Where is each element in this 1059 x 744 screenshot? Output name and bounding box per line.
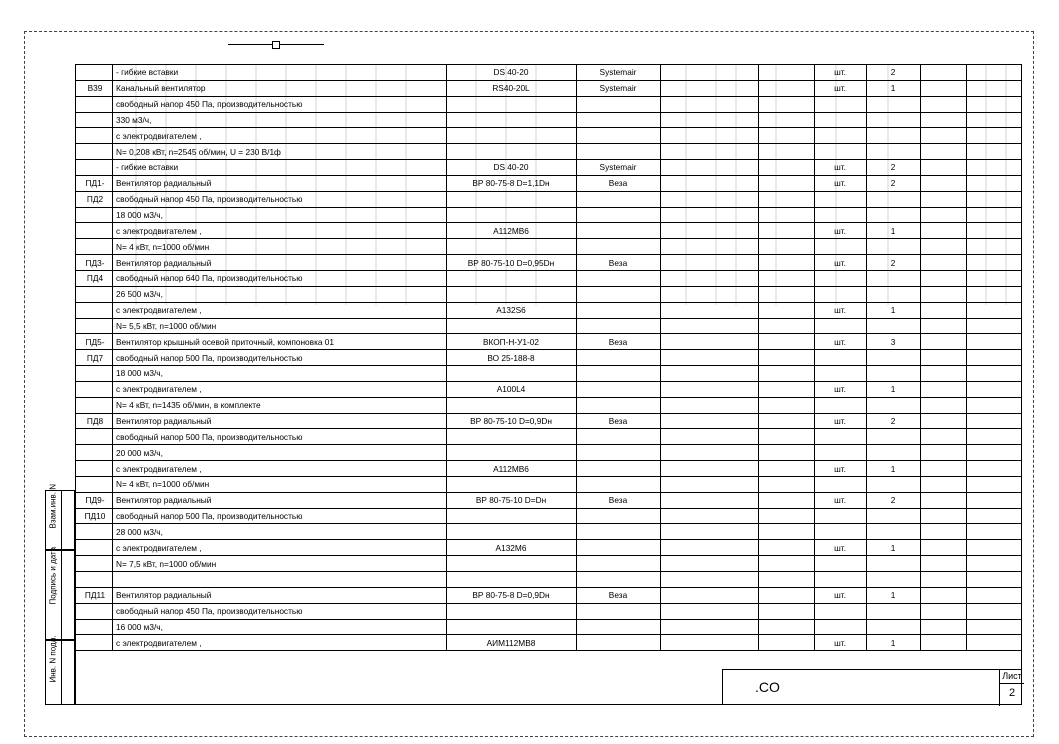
cell-qty — [866, 620, 920, 635]
table-row — [76, 113, 1021, 129]
cell-code — [446, 556, 576, 571]
cell-pos — [78, 572, 112, 587]
cell-name: с электродвигателем , — [116, 463, 202, 474]
table-row — [76, 572, 1021, 588]
cell-code — [446, 445, 576, 460]
cell-name: с электродвигателем , — [116, 542, 202, 553]
table-row — [76, 540, 1021, 556]
cell-unit — [814, 192, 866, 207]
cell-unit: шт. — [834, 83, 846, 94]
cell-name: свободный напор 450 Па, производительностью — [116, 194, 303, 205]
cell-mfr — [576, 239, 660, 254]
cell-qty — [866, 524, 920, 539]
cell-qty — [866, 509, 920, 524]
cell-unit — [814, 239, 866, 254]
cell-unit — [814, 445, 866, 460]
table-row — [76, 588, 1021, 604]
table-row — [76, 350, 1021, 366]
cell-qty — [866, 604, 920, 619]
cell-mfr — [576, 128, 660, 143]
cell-unit — [814, 128, 866, 143]
cell-pos — [78, 303, 112, 318]
cell-pos — [78, 287, 112, 302]
cell-mfr — [576, 398, 660, 413]
cell-pos — [78, 366, 112, 381]
cell-name: с электродвигателем , — [116, 225, 202, 236]
cell-mfr — [576, 540, 660, 555]
cell-mfr — [576, 350, 660, 365]
cell-name: 20 000 м3/ч, — [116, 447, 163, 458]
table-row — [76, 208, 1021, 224]
cell-name: 18 000 м3/ч, — [116, 368, 163, 379]
sheet-label: Лист — [1000, 671, 1024, 684]
cell-qty: 3 — [890, 336, 896, 347]
sheet-number: 2 — [1008, 687, 1016, 699]
cell-code: А132М6 — [495, 542, 527, 553]
cell-name: Вентилятор крышный осевой приточный, компоновка 01 — [116, 336, 335, 347]
cell-qty: 2 — [890, 67, 896, 78]
cell-qty — [866, 192, 920, 207]
side-block-inv — [45, 635, 75, 705]
table-row — [76, 287, 1021, 303]
cell-unit — [814, 287, 866, 302]
table-row — [76, 192, 1021, 208]
cell-mfr — [576, 429, 660, 444]
cell-pos: В39 — [87, 83, 103, 94]
cell-qty — [866, 271, 920, 286]
cell-qty — [866, 350, 920, 365]
cell-mfr: Веза — [608, 178, 628, 189]
cell-code: ВО 25-188-8 — [487, 352, 535, 363]
cell-pos — [78, 160, 112, 175]
cell-pos: ПД5- — [85, 336, 105, 347]
cell-qty: 1 — [890, 637, 896, 648]
sheet-cell — [999, 670, 1024, 706]
cell-pos — [78, 319, 112, 334]
cell-mfr — [576, 524, 660, 539]
cell-qty — [866, 144, 920, 159]
cell-pos — [78, 461, 112, 476]
top-mark-box — [272, 41, 280, 49]
cell-pos: ПД8 — [86, 415, 104, 426]
cell-pos — [78, 524, 112, 539]
side-block-divider — [61, 551, 62, 639]
table-row — [76, 493, 1021, 509]
cell-code: А112МВ6 — [493, 225, 529, 236]
cell-unit: шт. — [834, 590, 846, 601]
cell-pos — [78, 429, 112, 444]
cell-mfr: Веза — [608, 415, 628, 426]
cell-pos — [78, 239, 112, 254]
cell-pos — [78, 620, 112, 635]
cell-code — [446, 509, 576, 524]
side-label-vzam: Взам.инв. N — [48, 483, 58, 529]
cell-qty — [866, 208, 920, 223]
cell-qty: 1 — [890, 83, 896, 94]
cell-code — [446, 239, 576, 254]
cell-unit — [814, 366, 866, 381]
cell-pos — [78, 113, 112, 128]
cell-qty — [866, 445, 920, 460]
cell-mfr — [576, 113, 660, 128]
cell-mfr: Systemair — [599, 67, 637, 78]
cell-code — [446, 192, 576, 207]
table-row — [76, 128, 1021, 144]
cell-pos — [78, 382, 112, 397]
cell-name: с электродвигателем , — [116, 384, 202, 395]
table-row — [76, 556, 1021, 572]
table-row — [76, 65, 1021, 81]
cell-name: Вентилятор радиальный — [116, 415, 212, 426]
cell-pos — [78, 540, 112, 555]
cell-pos — [78, 128, 112, 143]
cell-unit: шт. — [834, 178, 846, 189]
specification-table — [76, 65, 1021, 651]
cell-name: свободный напор 450 Па, производительностью — [116, 606, 303, 617]
table-row — [76, 429, 1021, 445]
cell-name: 28 000 м3/ч, — [116, 526, 163, 537]
cell-pos: ПД3- — [85, 257, 105, 268]
cell-name: N= 5,5 кВт, n=1000 об/мин — [116, 320, 217, 331]
cell-mfr — [576, 620, 660, 635]
cell-name: с электродвигателем , — [116, 305, 202, 316]
table-row — [76, 160, 1021, 176]
cell-code: DS 40-20 — [493, 162, 529, 173]
cell-name: - гибкие вставки — [116, 67, 179, 78]
cell-name: N= 7,5 кВт, n=1000 об/мин — [116, 558, 217, 569]
cell-qty — [866, 477, 920, 492]
cell-name: N= 4 кВт, n=1000 об/мин — [116, 241, 210, 252]
cell-name: Вентилятор радиальный — [116, 590, 212, 601]
cell-code: RS40-20L — [492, 83, 530, 94]
cell-qty — [866, 572, 920, 587]
cell-unit: шт. — [834, 225, 846, 236]
table-row — [76, 319, 1021, 335]
cell-name: Вентилятор радиальный — [116, 178, 212, 189]
cell-qty — [866, 97, 920, 112]
cell-code — [446, 604, 576, 619]
table-row — [76, 334, 1021, 350]
cell-code: ВКОП-Н-У1-02 — [482, 336, 540, 347]
table-row — [76, 239, 1021, 255]
cell-mfr — [576, 208, 660, 223]
cell-mfr — [576, 97, 660, 112]
cell-mfr: Веза — [608, 495, 628, 506]
side-block-podpis — [45, 546, 75, 640]
side-block-divider — [61, 491, 62, 549]
cell-code: АИМ112МВ8 — [486, 637, 536, 648]
cell-unit — [814, 509, 866, 524]
cell-unit — [814, 319, 866, 334]
cell-unit — [814, 604, 866, 619]
cell-unit: шт. — [834, 415, 846, 426]
cell-mfr: Systemair — [599, 83, 637, 94]
cell-pos — [78, 398, 112, 413]
cell-code — [446, 429, 576, 444]
cell-code — [446, 144, 576, 159]
table-row — [76, 303, 1021, 319]
cell-unit: шт. — [834, 384, 846, 395]
cell-code: А100L4 — [496, 384, 526, 395]
cell-pos: ПД1- — [85, 178, 105, 189]
side-block-vzam — [45, 483, 75, 550]
cell-unit: шт. — [834, 305, 846, 316]
cell-qty: 2 — [890, 495, 896, 506]
cell-mfr — [576, 461, 660, 476]
cell-unit — [814, 97, 866, 112]
cell-unit — [814, 429, 866, 444]
cell-qty — [866, 556, 920, 571]
cell-unit — [814, 556, 866, 571]
cell-pos — [78, 604, 112, 619]
cell-pos — [78, 97, 112, 112]
cell-code: DS 40-20 — [493, 67, 529, 78]
cell-unit: шт. — [834, 162, 846, 173]
cell-qty — [866, 319, 920, 334]
cell-mfr — [576, 287, 660, 302]
cell-mfr — [576, 635, 660, 650]
table-row — [76, 398, 1021, 414]
cell-pos — [78, 635, 112, 650]
cell-unit — [814, 572, 866, 587]
cell-qty: 1 — [890, 463, 896, 474]
cell-code — [446, 128, 576, 143]
side-block-divider — [61, 641, 62, 704]
cell-qty: 1 — [890, 225, 896, 236]
cell-unit — [814, 398, 866, 413]
cell-name: - гибкие вставки — [116, 162, 179, 173]
cell-qty — [866, 128, 920, 143]
cell-qty: 1 — [890, 542, 896, 553]
cell-qty: 2 — [890, 178, 896, 189]
cell-unit — [814, 208, 866, 223]
cell-code: ВР 80-75-10 D=Dн — [475, 495, 547, 506]
cell-mfr — [576, 223, 660, 238]
cell-name: 26 500 м3/ч, — [116, 289, 163, 300]
cell-qty — [866, 287, 920, 302]
table-row — [76, 255, 1021, 271]
cell-code — [446, 319, 576, 334]
cell-unit — [814, 477, 866, 492]
table-row — [76, 382, 1021, 398]
cell-unit: шт. — [834, 336, 846, 347]
cell-pos: ПД11 — [84, 590, 106, 601]
cell-name: с электродвигателем , — [116, 130, 202, 141]
cell-mfr — [576, 556, 660, 571]
cell-qty: 1 — [890, 590, 896, 601]
cell-pos: ПД2 — [86, 194, 104, 205]
cell-unit: шт. — [834, 637, 846, 648]
cell-qty — [866, 366, 920, 381]
cell-pos: ПД10 — [84, 511, 106, 522]
cell-name: Канальный вентилятор — [116, 83, 206, 94]
cell-unit — [814, 524, 866, 539]
table-row — [76, 81, 1021, 97]
cell-unit: шт. — [834, 257, 846, 268]
table-row — [76, 445, 1021, 461]
cell-mfr — [576, 319, 660, 334]
cell-code — [446, 271, 576, 286]
cell-name: 16 000 м3/ч, — [116, 621, 163, 632]
table-row — [76, 414, 1021, 430]
cell-mfr — [576, 604, 660, 619]
table-row — [76, 271, 1021, 287]
cell-name: свободный напор 640 Па, производительностью — [116, 273, 303, 284]
cell-pos — [78, 65, 112, 80]
cell-unit — [814, 620, 866, 635]
cell-name: 18 000 м3/ч, — [116, 210, 163, 221]
cell-qty: 1 — [890, 305, 896, 316]
cell-code: А112МВ6 — [493, 463, 529, 474]
cell-code: ВР 80-75-10 D=0,95Dн — [467, 257, 555, 268]
cell-pos: ПД4 — [86, 273, 104, 284]
cell-mfr — [576, 382, 660, 397]
table-row — [76, 509, 1021, 525]
cell-code — [446, 572, 576, 587]
table-row — [76, 604, 1021, 620]
cell-mfr — [576, 144, 660, 159]
cell-code: А132S6 — [496, 305, 526, 316]
cell-pos — [78, 223, 112, 238]
cell-pos — [78, 445, 112, 460]
cell-name: с электродвигателем , — [116, 637, 202, 648]
cell-name: 330 м3/ч, — [116, 114, 152, 125]
cell-code — [446, 477, 576, 492]
cell-code — [446, 524, 576, 539]
table-row — [76, 97, 1021, 113]
cell-qty — [866, 239, 920, 254]
cell-name: N= 4 кВт, n=1435 об/мин, в комплекте — [116, 400, 261, 411]
cell-qty: 2 — [890, 162, 896, 173]
table-row — [76, 635, 1021, 651]
table-row — [76, 176, 1021, 192]
table-row — [76, 223, 1021, 239]
cell-name: свободный напор 500 Па, производительностью — [116, 352, 303, 363]
cell-mfr — [576, 366, 660, 381]
cell-qty: 2 — [890, 257, 896, 268]
cell-pos — [78, 477, 112, 492]
cell-name: Вентилятор радиальный — [116, 257, 212, 268]
cell-qty — [866, 113, 920, 128]
cell-unit: шт. — [834, 67, 846, 78]
cell-mfr: Веза — [608, 590, 628, 601]
cell-code: ВР 80-75-8 D=1,1Dн — [472, 178, 550, 189]
cell-code — [446, 113, 576, 128]
table-row — [76, 461, 1021, 477]
cell-code: ВР 80-75-8 D=0,9Dн — [472, 590, 550, 601]
cell-name: Вентилятор радиальный — [116, 495, 212, 506]
cell-name: свободный напор 500 Па, производительностью — [116, 511, 303, 522]
cell-name — [116, 572, 446, 587]
cell-mfr — [576, 572, 660, 587]
cell-name: свободный напор 500 Па, производительностью — [116, 431, 303, 442]
cell-code — [446, 398, 576, 413]
cell-pos — [78, 556, 112, 571]
cell-mfr — [576, 303, 660, 318]
cell-mfr: Systemair — [599, 162, 637, 173]
cell-pos: ПД9- — [85, 495, 105, 506]
cell-name: N= 4 кВт, n=1000 об/мин — [116, 479, 210, 490]
cell-code — [446, 620, 576, 635]
cell-unit: шт. — [834, 463, 846, 474]
document-code: .CO — [755, 679, 780, 695]
cell-name: свободный напор 450 Па, производительностью — [116, 99, 303, 110]
cell-qty — [866, 398, 920, 413]
cell-code — [446, 97, 576, 112]
cell-mfr — [576, 509, 660, 524]
cell-mfr: Веза — [608, 257, 628, 268]
cell-unit: шт. — [834, 542, 846, 553]
cell-code — [446, 287, 576, 302]
cell-unit — [814, 113, 866, 128]
cell-unit: шт. — [834, 495, 846, 506]
cell-pos: ПД7 — [86, 352, 104, 363]
cell-qty: 1 — [890, 384, 896, 395]
table-row — [76, 477, 1021, 493]
cell-qty — [866, 429, 920, 444]
title-block — [722, 669, 1022, 705]
table-row — [76, 524, 1021, 540]
cell-unit — [814, 350, 866, 365]
cell-code — [446, 366, 576, 381]
side-label-podpis: Подпись и дата — [48, 546, 58, 605]
table-row — [76, 620, 1021, 636]
cell-code: ВР 80-75-10 D=0,9Dн — [470, 415, 552, 426]
table-row — [76, 144, 1021, 160]
cell-code — [446, 208, 576, 223]
cell-pos — [78, 144, 112, 159]
side-label-inv: Инв. N подл. — [48, 635, 58, 683]
cell-unit — [814, 144, 866, 159]
cell-qty: 2 — [890, 415, 896, 426]
cell-mfr — [576, 445, 660, 460]
cell-mfr — [576, 192, 660, 207]
cell-pos — [78, 208, 112, 223]
cell-mfr: Веза — [608, 336, 628, 347]
table-row — [76, 366, 1021, 382]
cell-mfr — [576, 477, 660, 492]
cell-mfr — [576, 271, 660, 286]
cell-unit — [814, 271, 866, 286]
cell-name: N= 0,208 кВт, n=2545 об/мин, U = 230 В/1ф — [116, 146, 281, 157]
